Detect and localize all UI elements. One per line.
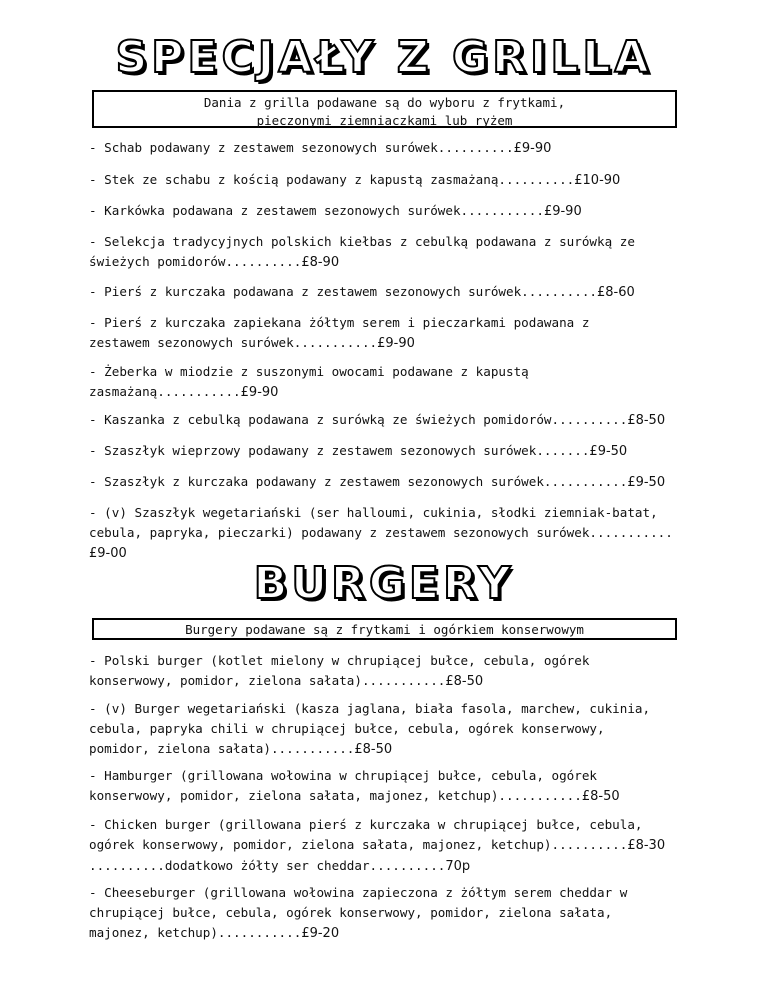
item-price: £8-30 [627, 838, 666, 853]
item-text: - Pierś z kurczaka zapiekana żółtym serem i pieczarkami podawana z zestawem sezonowych surówek........... [89, 315, 590, 350]
item-text: - Kaszanka z cebulką podawana z surówką ze świeżych pomidorów.......... [89, 412, 628, 427]
item-price: £8-90 [301, 255, 340, 270]
grill-description-line-2: pieczonymi ziemniaczkami lub ryżem [256, 113, 513, 128]
menu-item-grill-11 [89, 503, 689, 564]
menu-item-burger-1 [89, 651, 689, 692]
item-price: £10-90 [574, 173, 621, 188]
item-text: - Schab podawany z zestawem sezonowych surówek.......... [89, 140, 514, 155]
grill-description-box [92, 90, 677, 128]
item-price: £9-00 [89, 546, 127, 561]
item-price: £9-50 [589, 444, 628, 459]
item-price: £9-90 [240, 385, 279, 400]
burgers-description: Burgery podawane są z frytkami i ogórkiem konserwowym [185, 622, 584, 637]
item-text: - Szaszłyk wieprzowy podawany z zestawem sezonowych surówek....... [89, 443, 590, 458]
menu-item-grill-4 [89, 232, 689, 273]
menu-item-grill-8 [89, 410, 689, 431]
item-price: £8-50 [581, 789, 620, 804]
item-price: £8-50 [445, 674, 484, 689]
item-price: £9-50 [627, 475, 666, 490]
item-text: - Karkówka podawana z zestawem sezonowych surówek........... [89, 203, 544, 218]
menu-item-grill-7 [89, 362, 689, 403]
item-price: £9-90 [543, 204, 582, 219]
item-price: £9-20 [301, 926, 340, 941]
menu-item-grill-5 [89, 282, 689, 303]
item-price: £9-90 [513, 141, 552, 156]
menu-item-grill-6 [89, 313, 689, 354]
item-text: - (v) Szaszłyk wegetariański (ser halloumi, cukinia, słodki ziemniak-batat, cebula, papryka, pieczarki) podawany z zestawem sezonowych surówek........... [89, 505, 673, 540]
burgers-description-box [92, 618, 677, 640]
menu-item-grill-3 [89, 201, 689, 222]
item-extra-text: ..........dodatkowo żółty ser cheddar.......... [89, 858, 446, 873]
item-text: - Żeberka w miodzie z suszonymi owocami podawane z kapustą zasmażaną........... [89, 364, 529, 399]
item-price: £9-90 [377, 336, 415, 351]
menu-item-burger-5 [89, 883, 689, 944]
item-text: - (v) Burger wegetariański (kasza jaglana, biała fasola, marchew, cukinia, cebula, papryka chili w chrupiącej bułce, cebula, ogórek konserwowy, pomidor, zielona sałata)........... [89, 701, 651, 756]
item-text: - Szaszłyk z kurczaka podawany z zestawem sezonowych surówek........... [89, 474, 628, 489]
menu-item-grill-2 [89, 170, 689, 191]
item-text: - Pierś z kurczaka podawana z zestawem sezonowych surówek.......... [89, 284, 597, 299]
item-text: - Chicken burger (grillowana pierś z kurczaka w chrupiącej bułce, cebula, ogórek konserwowy, pomidor, zielona sałata, majonez, ketchup).......... [89, 817, 643, 852]
menu-item-burger-4 [89, 815, 689, 877]
item-price: £8-60 [597, 285, 635, 300]
item-text: - Stek ze schabu z kością podawany z kapustą zasmażaną.......... [89, 172, 575, 187]
menu-item-grill-9 [89, 441, 689, 462]
item-text: - Cheeseburger (grillowana wołowina zapieczona z żółtym serem cheddar w chrupiącej bułce, cebula, ogórek konserwowy, pomidor, zielona sałata, majonez, ketchup)........... [89, 885, 628, 940]
menu-item-grill-10 [89, 472, 689, 493]
menu-item-burger-2 [89, 699, 689, 760]
section-title-grill: SPECJAŁY Z GRILLA [115, 32, 653, 83]
menu-item-burger-3 [89, 766, 689, 807]
item-text: - Polski burger (kotlet mielony w chrupiącej bułce, cebula, ogórek konserwowy, pomidor, zielona sałata)........... [89, 653, 590, 688]
item-price: £8-50 [354, 742, 393, 757]
grill-description-line-1: Dania z grilla podawane są do wyboru z frytkami, [203, 95, 566, 110]
item-text: - Selekcja tradycyjnych polskich kiełbas z cebulką podawana z surówką ze świeżych pomidorów.......... [89, 234, 635, 269]
item-extra-price: 70p [445, 859, 471, 874]
item-price: £8-50 [627, 413, 666, 428]
section-title-burgers: BURGERY [253, 558, 515, 609]
menu-item-grill-1 [89, 138, 689, 159]
item-text: - Hamburger (grillowana wołowina w chrupiącej bułce, cebula, ogórek konserwowy, pomidor, zielona sałata, majonez, ketchup)........... [89, 768, 597, 803]
